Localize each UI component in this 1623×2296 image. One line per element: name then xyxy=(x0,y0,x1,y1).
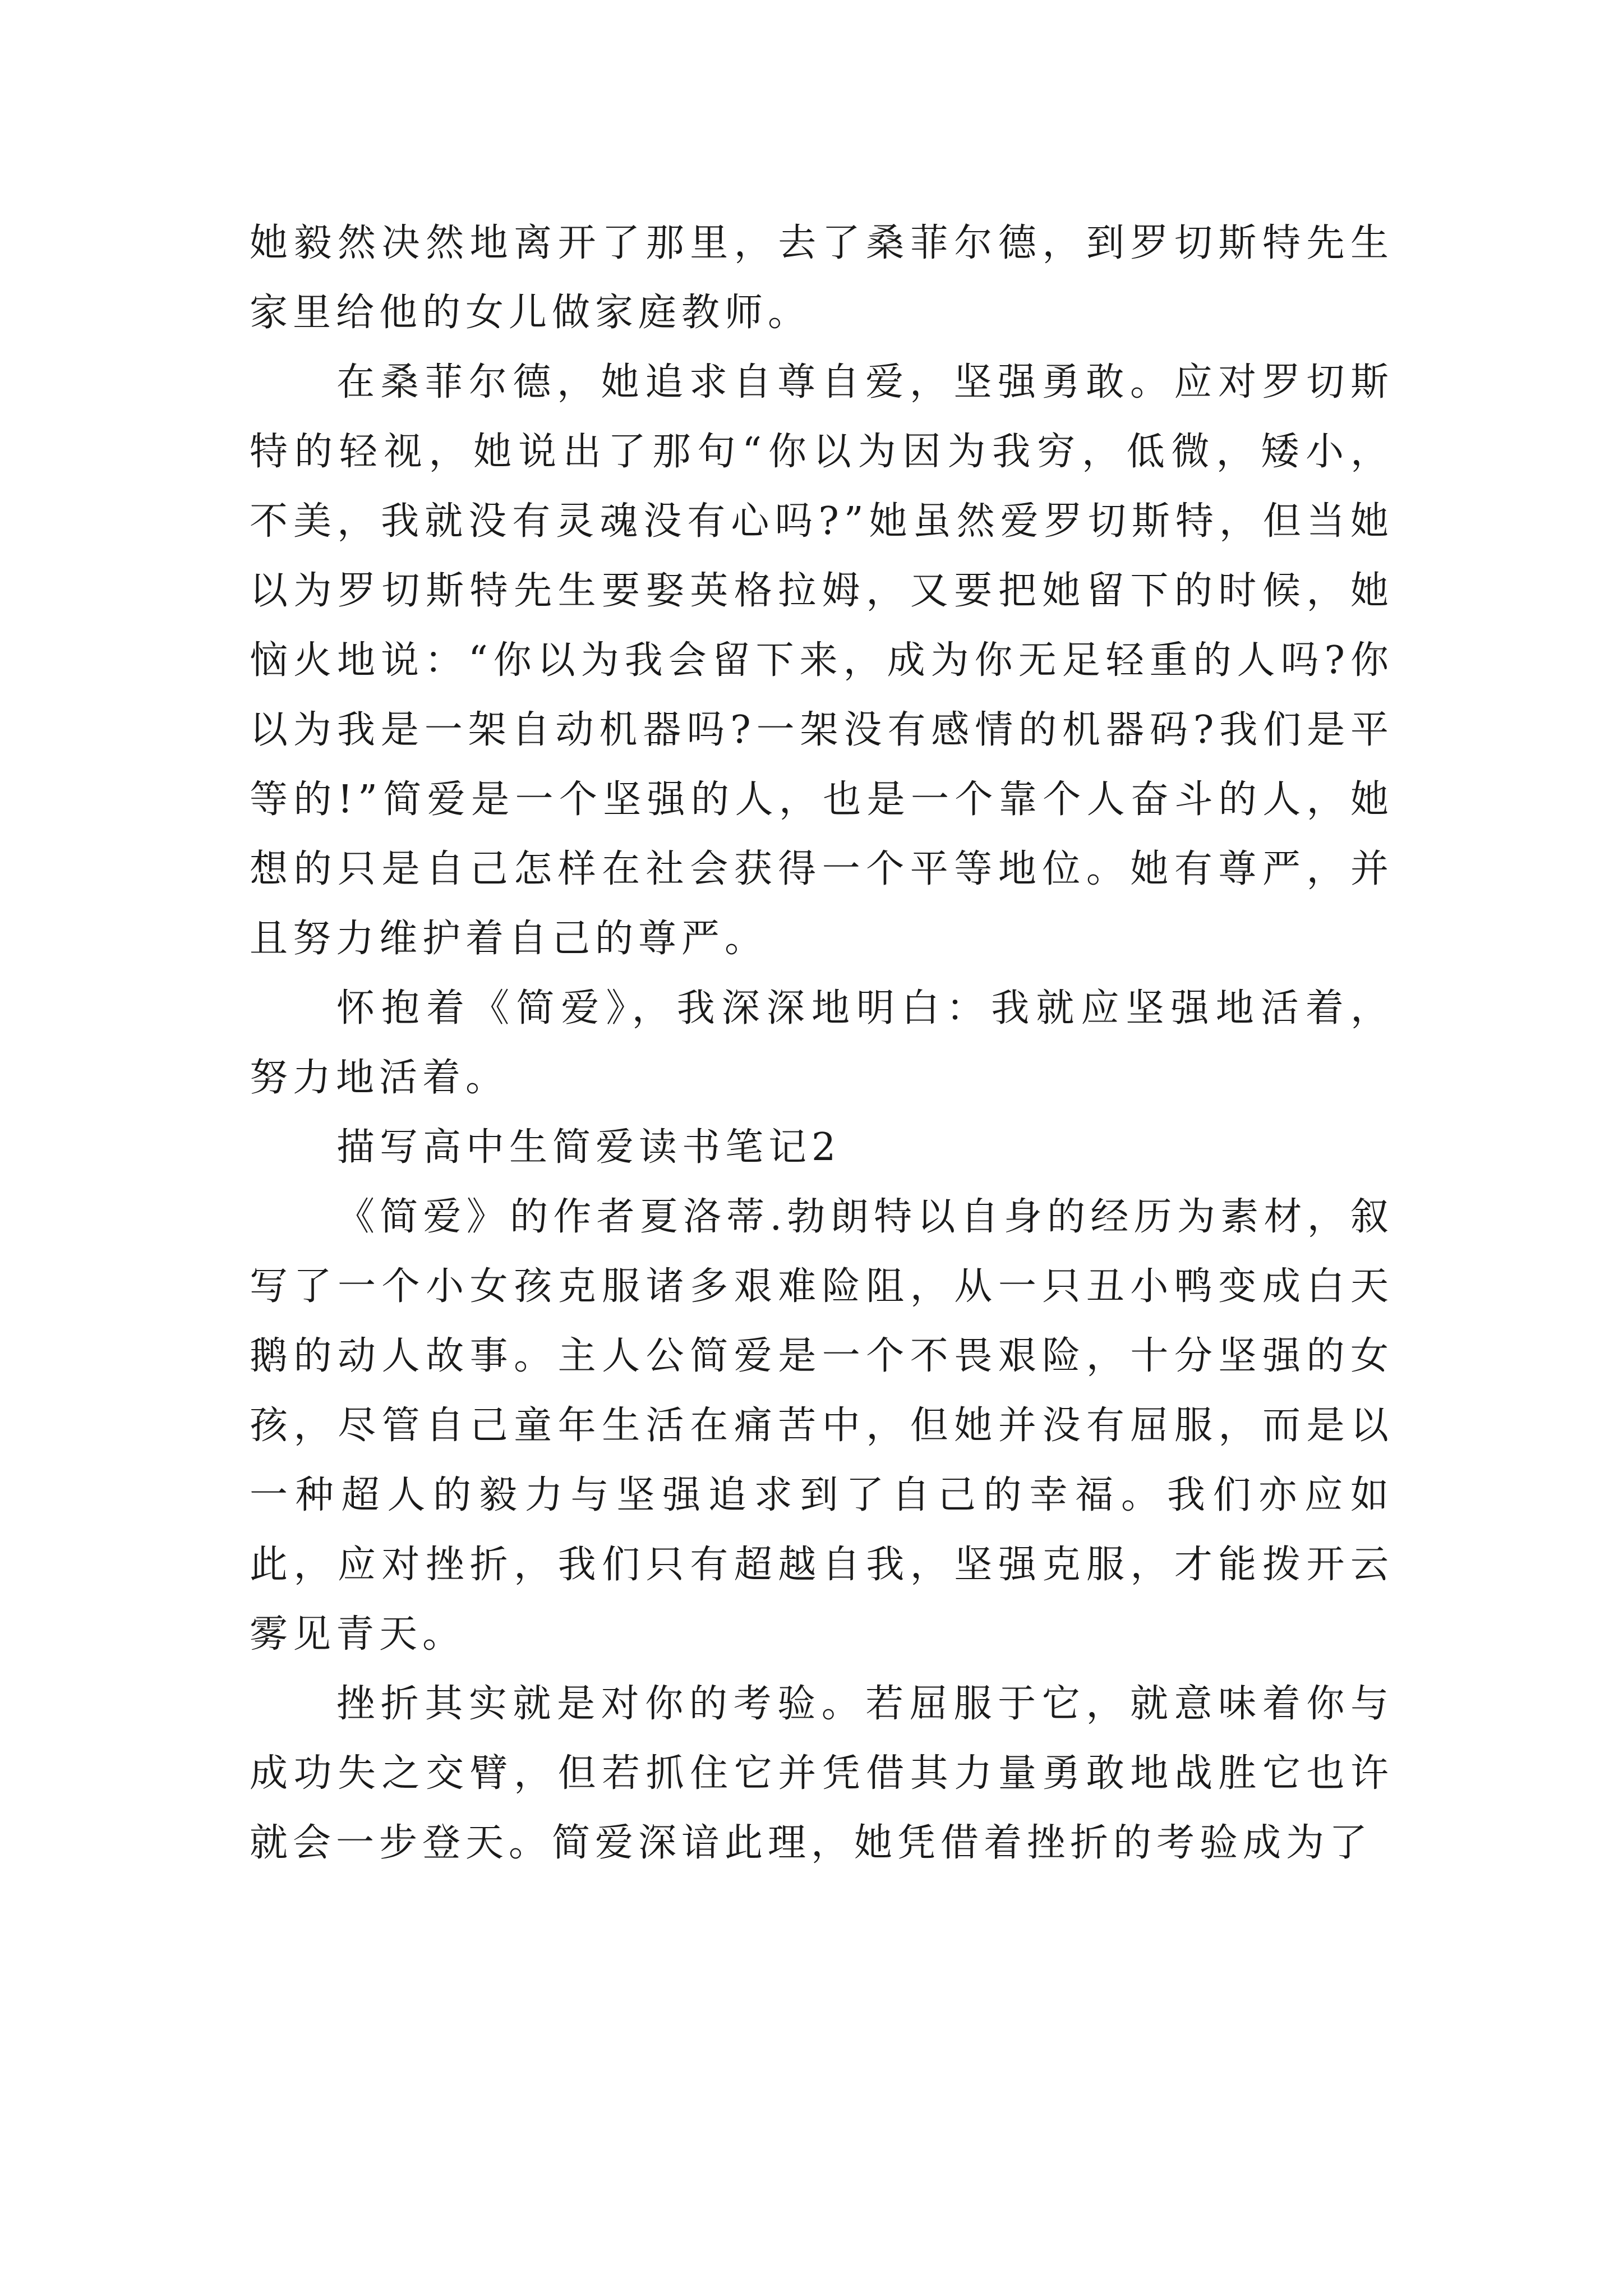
document-body xyxy=(250,209,1394,1878)
paragraph-1: 她毅然决然地离开了那里，去了桑菲尔德，到罗切斯特先生家里给他的女儿做家庭教师。 xyxy=(250,221,1394,335)
section-heading: 描写高中生简爱读书笔记2 xyxy=(336,1125,841,1170)
paragraph-4: 《简爱》的作者夏洛蒂.勃朗特以自身的经历为素材，叙写了一个小女孩克服诸多艰难险阻，从一只丑小鸭变成白天鹅的动人故事。主人公简爱是一个不畏艰险，十分坚强的女孩，尽管自己童年生活在痛苦中，但她并没有屈服，而是以一种超人的毅力与坚强追求到了自己的幸福。我们亦应如此，应对挫折，我们只有超越自我，坚强克服，才能拨开云雾见青天。 xyxy=(250,1195,1394,1657)
paragraph-2: 在桑菲尔德，她追求自尊自爱，坚强勇敢。应对罗切斯特的轻视，她说出了那句“你以为因为我穷，低微，矮小，不美，我就没有灵魂没有心吗?”她虽然爱罗切斯特，但当她以为罗切斯特先生要娶英格拉姆，又要把她留下的时候，她恼火地说：“你以为我会留下来，成为你无足轻重的人吗?你以为我是一架自动机器吗?一架没有感情的机器码?我们是平等的!”简爱是一个坚强的人，也是一个靠个人奋斗的人，她想的只是自己怎样在社会获得一个平等地位。她有尊严，并且努力维护着自己的尊严。 xyxy=(250,360,1394,961)
paragraph-5: 挫折其实就是对你的考验。若屈服于它，就意味着你与成功失之交臂，但若抓住它并凭借其力量勇敢地战胜它也许就会一步登天。简爱深谙此理，她凭借着挫折的考验成为了 xyxy=(250,1682,1394,1865)
paragraph-3: 怀抱着《简爱》，我深深地明白：我就应坚强地活着，努力地活着。 xyxy=(250,986,1394,1100)
